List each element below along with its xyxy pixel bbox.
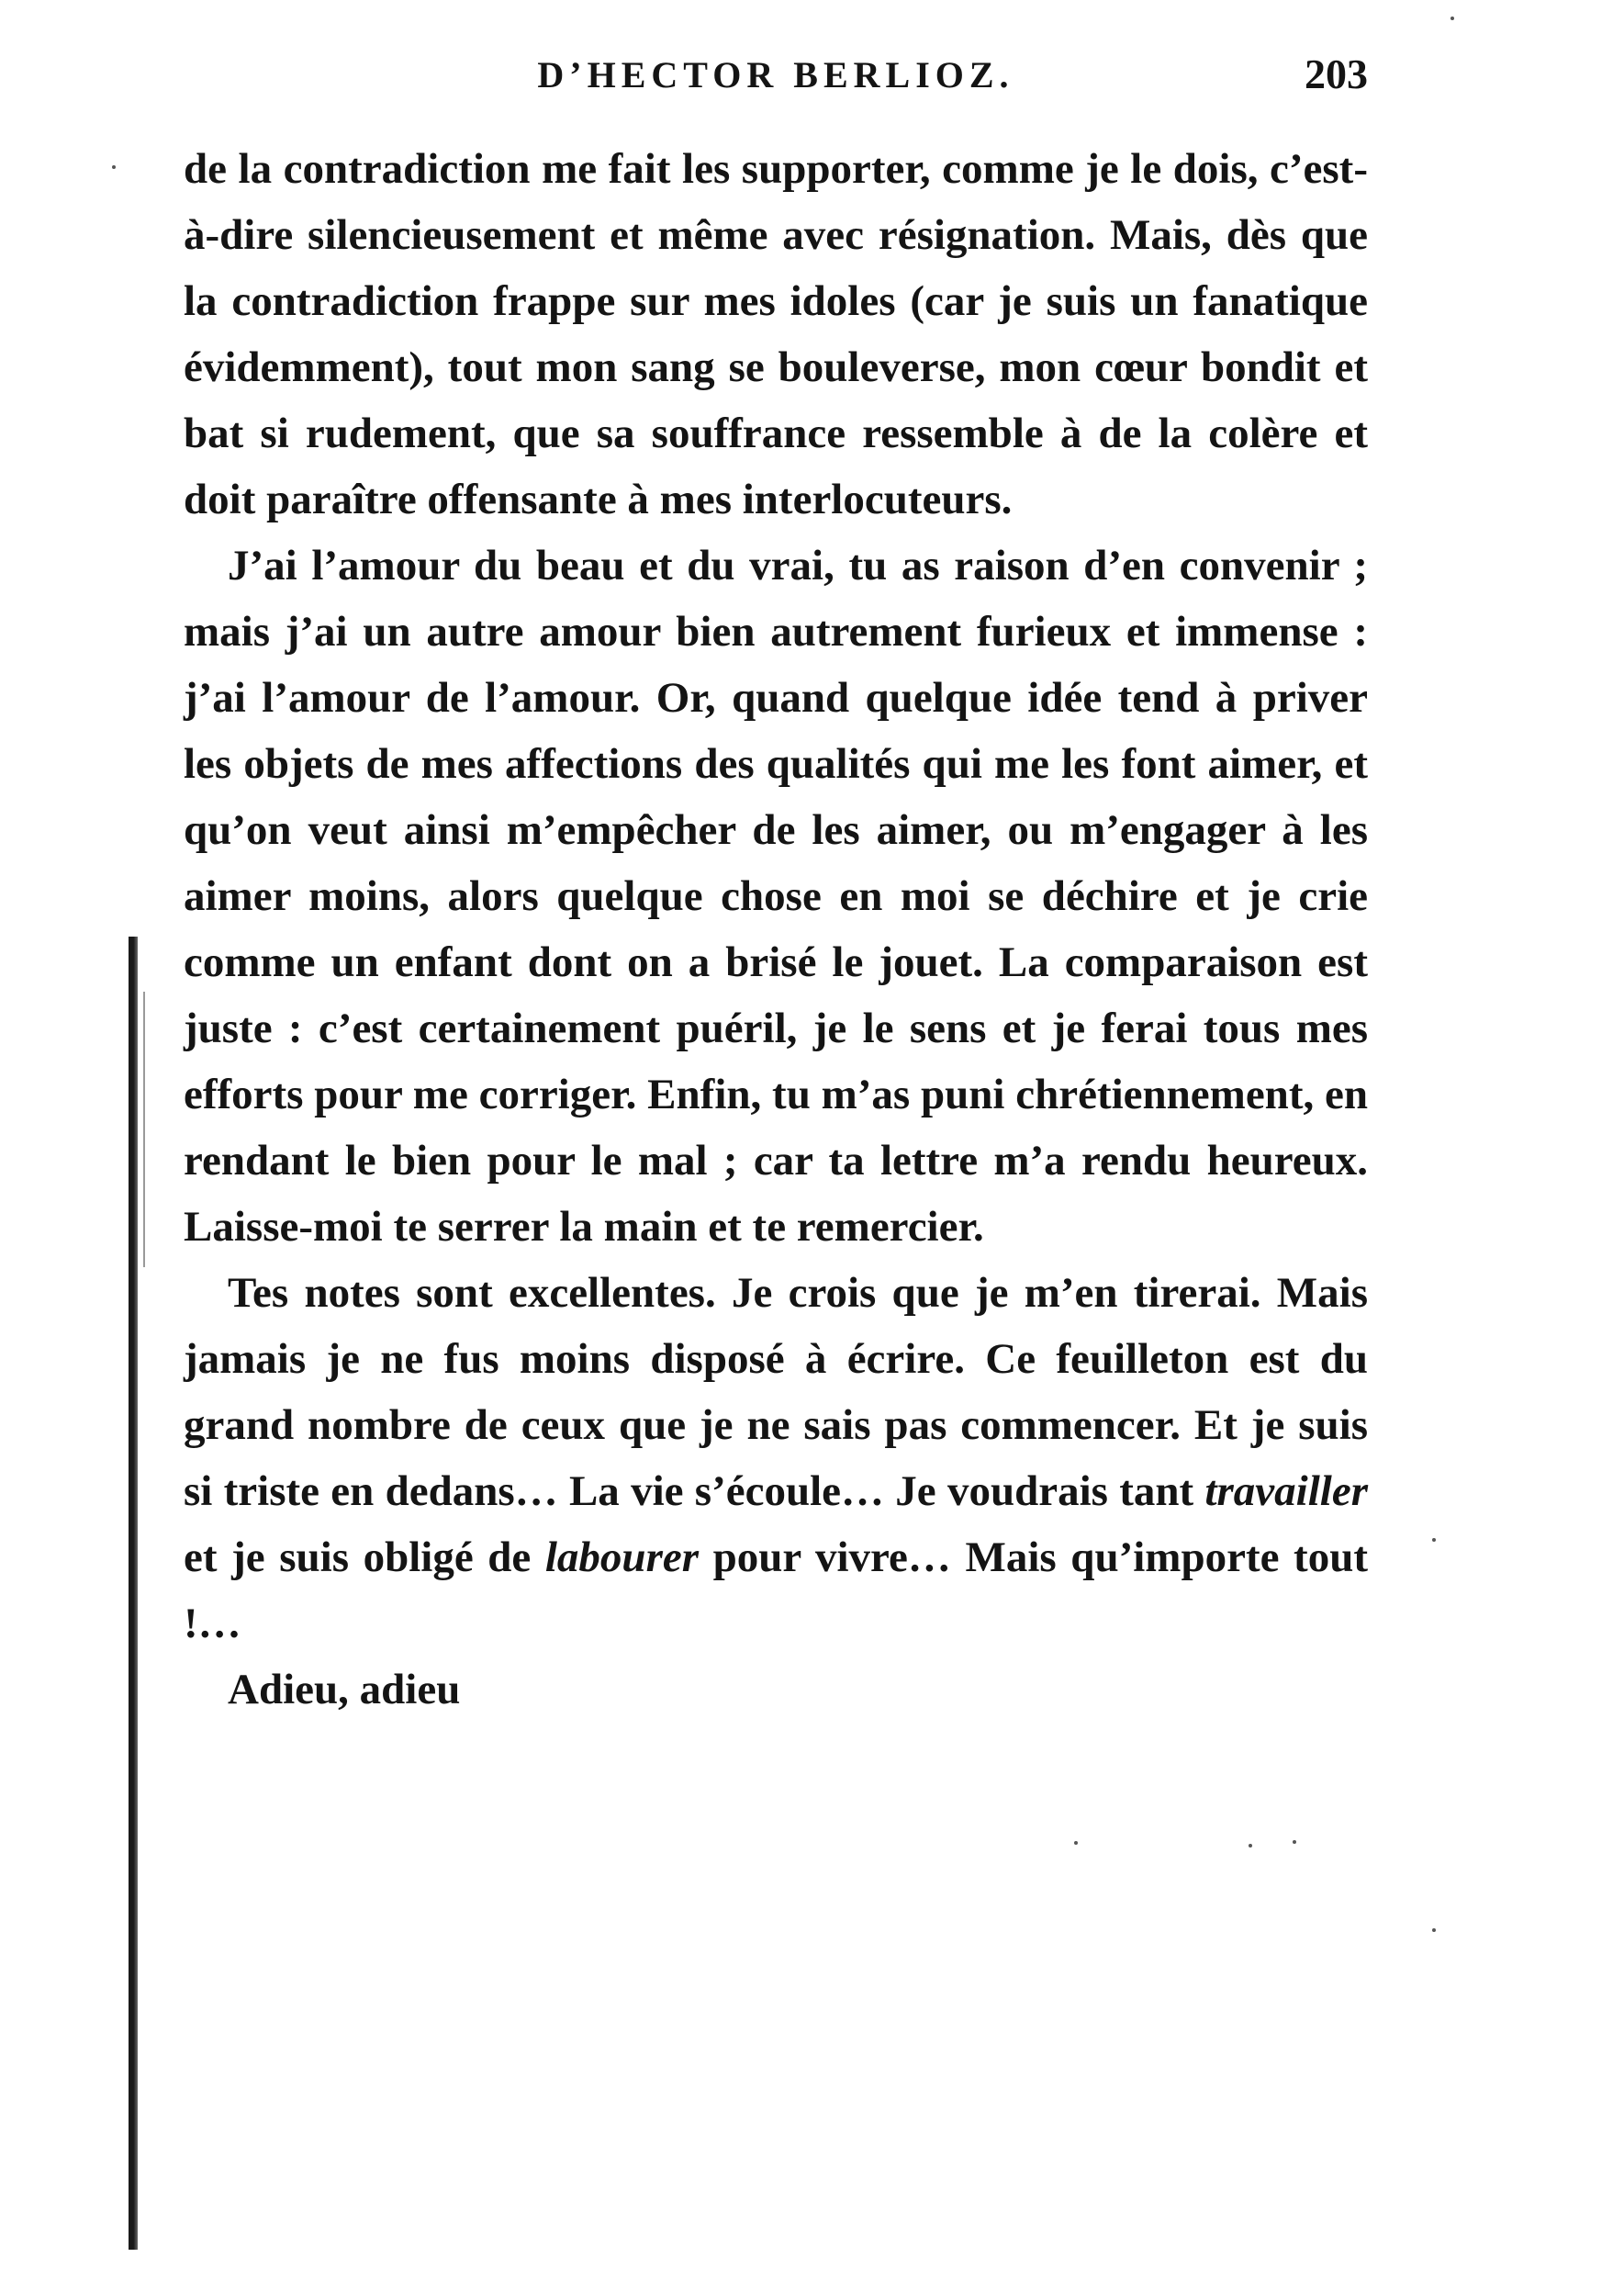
italic-word: labourer [544, 1533, 700, 1581]
paragraph-text: et je suis obligé de [184, 1533, 545, 1581]
paragraph [184, 1260, 1368, 1656]
paragraph: de la contradiction me fait les supporter, comme je le dois, c’est-à-dire silencieusement et même avec résignation. Mais, dès que la contradiction frappe sur mes idoles (car je suis un fanatique évidemment), tout mon sang se bouleverse, mon cœur bondit et bat si rudement, que sa souffrance ressemble à de la colère et doit paraître offensante à mes interlocuteurs. [184, 145, 1368, 523]
binding-shadow [129, 937, 138, 2250]
binding-shadow-line [143, 992, 145, 1267]
paragraph: J’ai l’amour du beau et du vrai, tu as raison d’en convenir ; mais j’ai un autre amour bien autrement furieux et immense : j’ai l’amour de l’amour. Or, quand quelque idée tend à priver les objets de mes affections des qualités qui me les font aimer, et qu’on veut ainsi m’empêcher de les aimer, ou m’engager à les aimer moins, alors quelque chose en moi se déchire et je crie comme un enfant dont on a brisé le jouet. La comparaison est juste : c’est certainement puéril, je le sens et je ferai tous mes efforts pour me corriger. Enfin, tu m’as puni chrétiennement, en rendant le bien pour le mal ; car ta lettre m’a rendu heureux. Laisse-moi te serrer la main et te remercier. [184, 542, 1368, 1251]
paragraph-text: Tes notes sont excellentes. Je crois que je m’en tirerai. Mais jamais je ne fus moins disposé à écrire. Ce feuilleton est du grand nombre de ceux que je ne sais pas commencer. Et je suis si triste en dedans… La vie s’écoule… Je voudrais tant [184, 1269, 1368, 1515]
ink-speck [1074, 1841, 1078, 1845]
page-number: 203 [1305, 51, 1368, 97]
ink-speck [1432, 1928, 1436, 1932]
ink-speck [1432, 1538, 1436, 1542]
closing-line: Adieu, adieu [228, 1666, 461, 1713]
ink-speck [112, 165, 116, 169]
running-head-title: D’HECTOR BERLIOZ. [537, 54, 1014, 95]
italic-word: travailler [1204, 1467, 1368, 1515]
paragraph-text: pour vivre… Mais qu’importe tout !… [184, 1533, 1368, 1647]
ink-speck [1293, 1840, 1296, 1844]
ink-speck [1450, 17, 1454, 20]
running-head [184, 53, 1368, 108]
body-text [184, 136, 1368, 1723]
ink-speck [1249, 1844, 1252, 1847]
